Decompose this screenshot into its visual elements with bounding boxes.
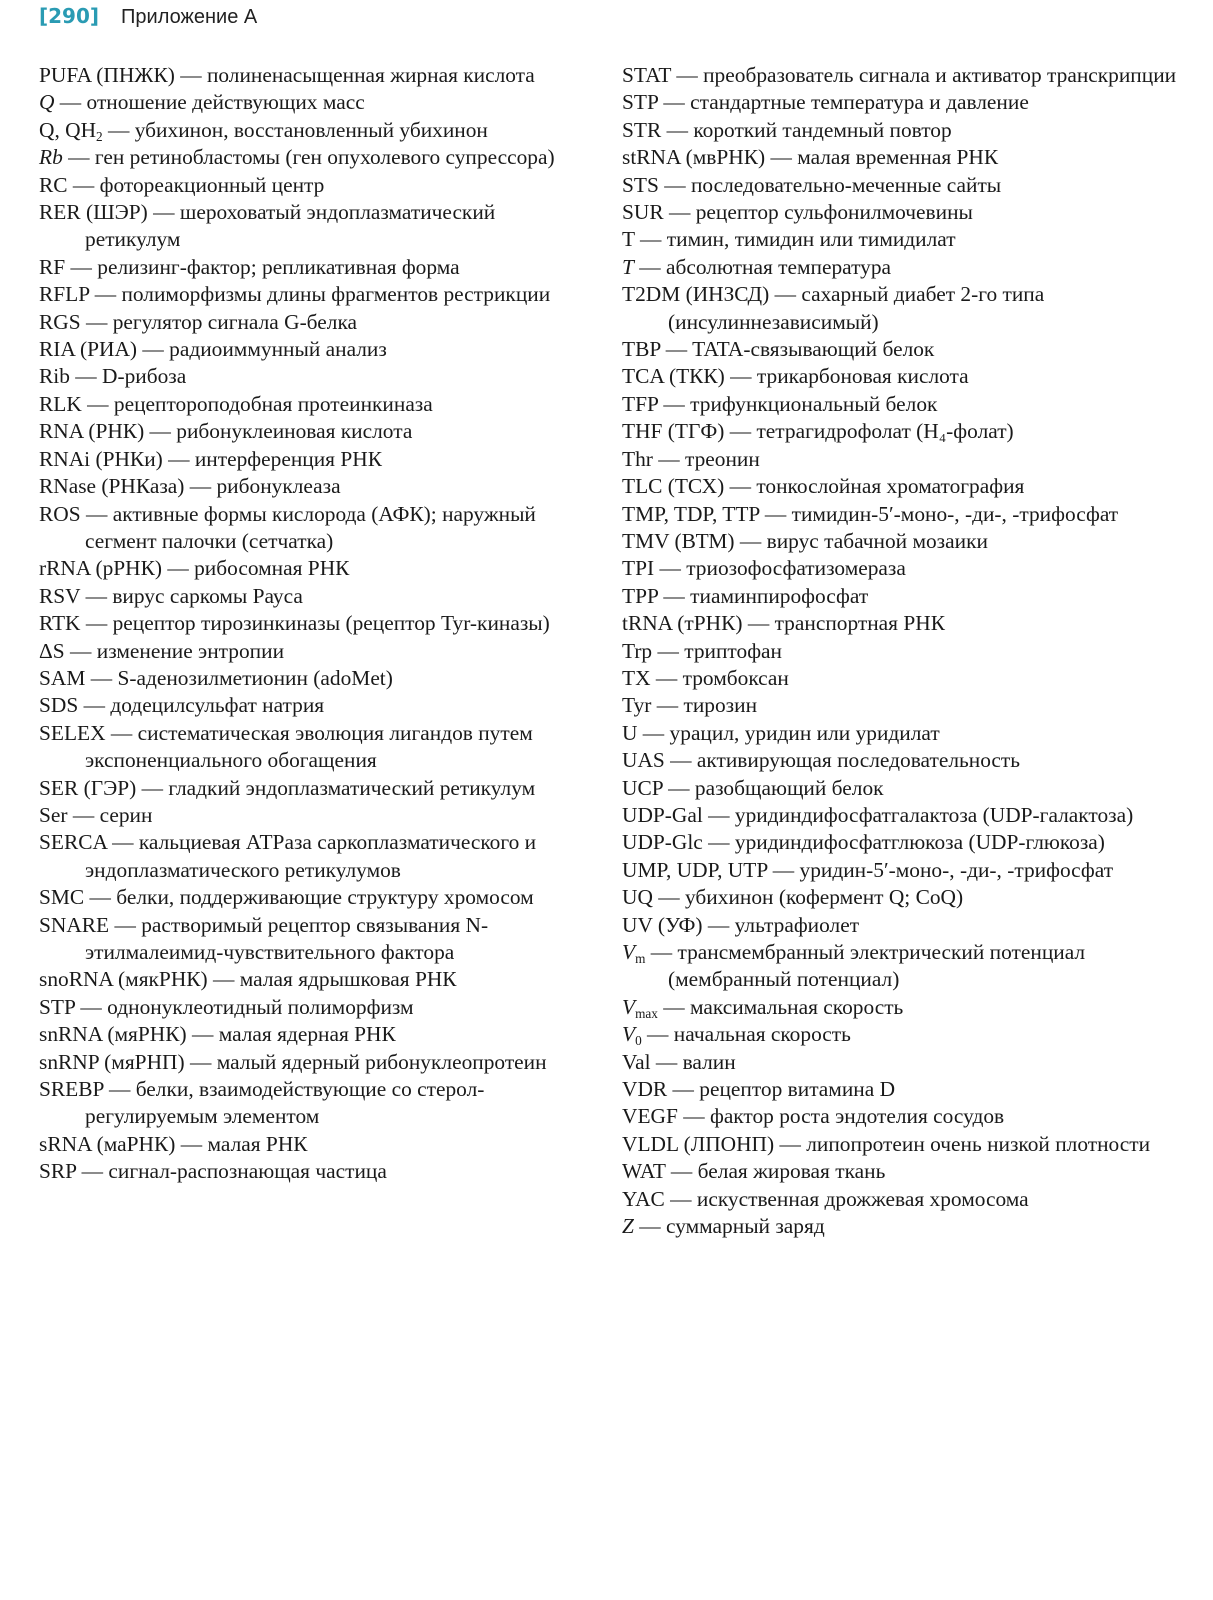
abbreviation-entry: WAT — белая жировая ткань — [622, 1159, 886, 1184]
abbreviation-definition: ген ретинобластомы (ген опухолевого супрессора) — [94, 145, 555, 170]
abbreviation-definition: тимидин-5′-моно-, -ди-, -трифосфат — [791, 501, 1119, 526]
abbreviation-subscript: m — [635, 950, 646, 966]
abbreviation-definition: рибонуклеиновая кислота — [176, 419, 413, 444]
abbreviation-entry: RF — релизинг-фактор; репликативная форма — [39, 254, 460, 279]
abbreviation-entry: TMP, TDP, TTP — тимидин-5′-моно-, -ди-, -трифосфат — [622, 501, 1119, 526]
abbreviation-entry: SDS — додецилсульфат натрия — [39, 693, 325, 718]
abbreviation-term: TCA (ТКК) — [622, 364, 725, 389]
abbreviation-definition: начальная скорость — [673, 1022, 851, 1047]
abbreviation-definition: рецептор сульфонилмочевины — [695, 200, 973, 225]
abbreviation-term: SAM — [39, 665, 86, 690]
abbreviation-term: TBP — [622, 337, 661, 362]
abbreviation-entry: UQ — убихинон (кофермент Q; CoQ) — [622, 885, 964, 910]
abbreviation-term: UDP-Glc — [622, 830, 703, 855]
abbreviation-entry: Rb — ген ретинобластомы (ген опухолевого супрессора) — [39, 145, 555, 170]
abbreviation-entry: VLDL (ЛПОНП) — липопротеин очень низкой плотности — [622, 1131, 1151, 1156]
abbreviation-term: V — [622, 994, 636, 1019]
abbreviation-entry: Tyr — тирозин — [622, 693, 758, 718]
abbreviation-term: WAT — [622, 1159, 666, 1184]
abbreviation-entry: Trp — триптофан — [622, 638, 782, 663]
abbreviation-definition: регулятор сигнала G-белка — [112, 309, 358, 334]
abbreviation-entry: UMP, UDP, UTP — уридин-5′-моно-, -ди-, -трифосфат — [622, 857, 1114, 882]
abbreviation-term: sRNA (маРНК) — [39, 1131, 176, 1156]
abbreviation-term: STP — [39, 994, 76, 1019]
abbreviation-definition: белая жировая ткань — [697, 1159, 886, 1184]
abbreviation-entry: TFP — трифункциональный белок — [622, 391, 938, 416]
abbreviation-entry: RNAi (РНКи) — интерференция РНК — [39, 446, 382, 471]
abbreviation-entry: SNARE — растворимый рецептор связывания N-этилмалеимид-чувствительного фактора — [39, 912, 489, 964]
abbreviation-definition: систематическая эволюция лигандов путем экспоненциального обогащения — [85, 720, 533, 773]
abbreviation-term: T — [622, 254, 634, 279]
abbreviation-term: RC — [39, 172, 68, 197]
abbreviation-entry: RFLP — полиморфизмы длины фрагментов рестрикции — [39, 282, 551, 307]
abbreviation-definition: интерференция РНК — [194, 446, 382, 471]
abbreviation-entry: snRNP (мяРНП) — малый ядерный рибонуклеопротеин — [39, 1049, 547, 1074]
abbreviation-definition: малый ядерный рибонуклеопротеин — [216, 1049, 547, 1074]
abbreviation-term: UMP, UDP, UTP — [622, 857, 768, 882]
abbreviation-definition: транспортная РНК — [774, 611, 945, 636]
abbreviation-entry: T2DM (ИНЗСД) — сахарный диабет 2-го типа (инсулиннезависимый) — [622, 282, 1045, 334]
abbreviation-entry: UCP — разобщающий белок — [622, 775, 884, 800]
abbreviation-definition: шероховатый эндоплазматический ретикулум — [85, 200, 496, 252]
abbreviation-definition: малая ядрышковая РНК — [239, 967, 457, 992]
abbreviation-entry: ΔS — изменение энтропии — [39, 638, 285, 663]
abbreviation-term: ROS — [39, 501, 81, 526]
abbreviation-definition: малая ядерная РНК — [218, 1022, 396, 1047]
abbreviation-entry: UAS — активирующая последовательность — [622, 748, 1021, 773]
abbreviation-definition: D-рибоза — [102, 364, 187, 389]
abbreviation-term: snRNA (мяРНК) — [39, 1022, 187, 1047]
abbreviation-entry: $V_m$ — трансмембранный электрический потенциал (мембранный потенциал) — [622, 940, 1086, 992]
abbreviation-entry: RER (ШЭР) — шероховатый эндоплазматический ретикулум — [39, 200, 496, 252]
abbreviation-definition: фактор роста эндотелия сосудов — [709, 1104, 1005, 1129]
abbreviation-term: tRNA (тРНК) — [622, 611, 743, 636]
abbreviation-entry: RGS — регулятор сигнала G-белка — [39, 309, 358, 334]
abbreviation-term: RIA (РИА) — [39, 337, 138, 362]
abbreviation-definition: радиоиммунный анализ — [169, 337, 387, 362]
page-number: [290] — [39, 4, 100, 28]
abbreviation-definition: трикарбоновая кислота — [756, 364, 969, 389]
abbreviation-entry: TLC (ТСХ) — тонкослойная хроматография — [622, 474, 1025, 499]
abbreviation-term: U — [622, 720, 638, 745]
abbreviation-term: Z — [622, 1214, 634, 1239]
abbreviation-entry: Rib — D-рибоза — [39, 364, 187, 389]
abbreviation-subscript: 2 — [96, 128, 103, 144]
abbreviation-entry: ROS — активные формы кислорода (АФК); наружный сегмент палочки (сетчатка) — [39, 501, 536, 553]
abbreviation-term: SRP — [39, 1159, 77, 1184]
section-title: Приложение А — [121, 6, 258, 28]
abbreviation-entry: STP — однонуклеотидный полиморфизм — [39, 994, 414, 1019]
abbreviation-definition: разобщающий белок — [694, 775, 884, 800]
abbreviation-definition: тимин, тимидин или тимидилат — [666, 227, 956, 252]
abbreviation-entry: Thr — треонин — [622, 446, 760, 471]
abbreviation-term: UAS — [622, 748, 665, 773]
abbreviation-term: snRNP (мяРНП) — [39, 1049, 185, 1074]
abbreviation-definition: релизинг-фактор; репликативная форма — [97, 254, 460, 279]
abbreviation-definition: активирующая последовательность — [696, 748, 1021, 773]
abbreviation-term: VLDL (ЛПОНП) — [622, 1131, 775, 1156]
abbreviation-definition: рецептор витамина D — [699, 1077, 896, 1102]
abbreviation-term: Q, QH — [39, 117, 97, 142]
abbreviation-column-left — [39, 62, 584, 1186]
abbreviation-definition: преобразователь сигнала и активатор транскрипции — [703, 63, 1177, 87]
abbreviation-term: stRNA (мвРНК) — [622, 145, 766, 170]
abbreviation-definition: S-аденозилметионин (adoMet) — [117, 665, 393, 690]
abbreviation-definition: валин — [682, 1049, 736, 1074]
abbreviation-definition: уридин-5′-моно-, -ди-, -трифосфат — [799, 857, 1114, 882]
abbreviation-term: Rb — [39, 145, 63, 170]
abbreviation-definition: тирозин — [683, 693, 758, 718]
abbreviation-term: Val — [622, 1049, 651, 1074]
abbreviation-entry: UDP-Glc — уридиндифосфатглюкоза (UDP-глюкоза) — [622, 830, 1105, 855]
abbreviation-term: TMP, TDP, TTP — [622, 501, 760, 526]
abbreviation-term: SNARE — [39, 912, 110, 937]
abbreviation-definition: триозофосфатизомераза — [686, 556, 906, 581]
abbreviation-definition: тонкослойная хроматография — [756, 474, 1025, 499]
abbreviation-term: SER (ГЭР) — [39, 775, 137, 800]
abbreviation-term: Ser — [39, 802, 68, 827]
abbreviation-definition: отношение действующих масс — [86, 90, 365, 115]
abbreviation-entry: tRNA (тРНК) — транспортная РНК — [622, 611, 945, 636]
abbreviation-definition: кальциевая АТРаза саркоплазматического и эндоплазматического ретикулумов — [85, 830, 537, 882]
abbreviation-entry: Q — отношение действующих масс — [39, 90, 365, 115]
abbreviation-definition: липопротеин очень низкой плотности — [806, 1131, 1151, 1156]
abbreviation-term: SMC — [39, 885, 85, 910]
abbreviation-definition: изменение энтропии — [96, 638, 285, 663]
abbreviation-term: SREBP — [39, 1077, 104, 1102]
abbreviation-entry: RSV — вирус саркомы Рауса — [39, 583, 303, 608]
abbreviation-entry: rRNA (рРНК) — рибосомная РНК — [39, 556, 350, 581]
abbreviation-entry: STP — стандартные температура и давление — [622, 90, 1029, 115]
abbreviation-term: PUFA (ПНЖК) — [39, 63, 175, 87]
abbreviation-definition: сахарный диабет 2-го типа (инсулиннезависимый) — [668, 282, 1045, 334]
abbreviation-term: T2DM (ИНЗСД) — [622, 282, 770, 307]
abbreviation-term: T — [622, 227, 635, 252]
abbreviation-term: STS — [622, 172, 659, 197]
abbreviation-entry: Ser — серин — [39, 802, 153, 827]
abbreviation-term: ΔS — [39, 638, 65, 663]
abbreviation-entry: TPI — триозофосфатизомераза — [622, 556, 906, 581]
abbreviation-definition: белки, взаимодействующие со стерол-регулируемым элементом — [85, 1077, 485, 1129]
abbreviation-term: TMV (ВТМ) — [622, 528, 735, 553]
abbreviation-term: VDR — [622, 1077, 668, 1102]
abbreviation-entry: SREBP — белки, взаимодействующие со стерол-регулируемым элементом — [39, 1077, 485, 1129]
abbreviation-definition: стандартные температура и давление — [690, 90, 1029, 115]
abbreviation-definition: активные формы кислорода (АФК); наружный сегмент палочки (сетчатка) — [85, 501, 536, 553]
abbreviation-entry: $V_0$ — начальная скорость — [622, 1022, 851, 1049]
abbreviation-entry: SMC — белки, поддерживающие структуру хромосом — [39, 885, 534, 910]
abbreviation-definition: урацил, уридин или уридилат — [669, 720, 940, 745]
abbreviation-entry: RTK — рецептор тирозинкиназы (рецептор Tyr-киназы) — [39, 611, 550, 636]
abbreviation-definition: фотореакционный центр — [99, 172, 325, 197]
abbreviation-definition: суммарный заряд — [666, 1214, 825, 1239]
abbreviation-entry: STS — последовательно-меченные сайты — [622, 172, 1002, 197]
abbreviation-entry: RIA (РИА) — радиоиммунный анализ — [39, 337, 387, 362]
abbreviation-definition: последовательно-меченные сайты — [690, 172, 1002, 197]
abbreviation-definition: сигнал-распознающая частица — [108, 1159, 387, 1184]
abbreviation-entry: TPP — тиаминпирофосфат — [622, 583, 869, 608]
abbreviation-term: VEGF — [622, 1104, 678, 1129]
abbreviation-entry: THF (ТГФ) — тетрагидрофолат (H₄-фолат) — [622, 419, 1014, 444]
abbreviation-definition: искуственная дрожжевая хромосома — [696, 1186, 1029, 1211]
abbreviation-term: Trp — [622, 638, 653, 663]
abbreviation-term: STAT — [622, 63, 672, 87]
abbreviation-entry: RC — фотореакционный центр — [39, 172, 325, 197]
abbreviation-definition: тромбоксан — [682, 665, 789, 690]
abbreviation-term: RLK — [39, 391, 82, 416]
abbreviation-entry: TBP — TATA-связывающий белок — [622, 337, 935, 362]
abbreviation-definition: TATA-связывающий белок — [692, 337, 935, 362]
abbreviation-definition: однонуклеотидный полиморфизм — [107, 994, 414, 1019]
abbreviation-definition: рибонуклеаза — [216, 474, 341, 499]
abbreviation-term: RNase (РНКаза) — [39, 474, 185, 499]
abbreviation-definition: рибосомная РНК — [194, 556, 350, 581]
abbreviation-entry: snoRNA (мякРНК) — малая ядрышковая РНК — [39, 967, 457, 992]
abbreviation-term: THF (ТГФ) — [622, 419, 725, 444]
abbreviation-definition: трансмембранный электрический потенциал (мембранный потенциал) — [668, 940, 1086, 992]
abbreviation-entry: U — урацил, уридин или уридилат — [622, 720, 940, 745]
abbreviation-entry: RNase (РНКаза) — рибонуклеаза — [39, 474, 341, 499]
abbreviation-term: rRNA (рРНК) — [39, 556, 163, 581]
abbreviation-definition: рецептор тирозинкиназы (рецептор Tyr-киназы) — [112, 611, 550, 636]
abbreviation-entry: SELEX — систематическая эволюция лигандов путем экспоненциального обогащения — [39, 720, 533, 773]
abbreviation-entry: T — абсолютная температура — [622, 254, 892, 279]
abbreviation-term: STP — [622, 90, 659, 115]
abbreviation-entry: SUR — рецептор сульфонилмочевины — [622, 200, 973, 225]
abbreviation-term: RER (ШЭР) — [39, 200, 148, 225]
abbreviation-term: TX — [622, 665, 651, 690]
abbreviation-term: RFLP — [39, 282, 90, 307]
abbreviation-term: V — [622, 940, 636, 964]
abbreviation-entry: Val — валин — [622, 1049, 736, 1074]
abbreviation-definition: белки, поддерживающие структуру хромосом — [116, 885, 534, 910]
abbreviation-entry: RLK — рецептороподобная протеинкиназа — [39, 391, 433, 416]
abbreviation-subscript: max — [635, 1005, 658, 1021]
abbreviation-definition: малая РНК — [207, 1131, 308, 1156]
abbreviation-definition: абсолютная температура — [666, 254, 892, 279]
abbreviation-term: TLC (ТСХ) — [622, 474, 725, 499]
abbreviation-entry: SAM — S-аденозилметионин (adoMet) — [39, 665, 393, 690]
abbreviation-term: UV (УФ) — [622, 912, 703, 937]
abbreviation-definition: триптофан — [684, 638, 782, 663]
abbreviation-term: TFP — [622, 391, 659, 416]
abbreviation-entry: STR — короткий тандемный повтор — [622, 117, 952, 142]
abbreviation-definition: тиаминпирофосфат — [690, 583, 869, 608]
abbreviation-subscript: 0 — [635, 1033, 642, 1049]
abbreviation-entry: $V_{max}$ — максимальная скорость — [622, 994, 904, 1021]
abbreviation-entry: TCA (ТКК) — трикарбоновая кислота — [622, 364, 969, 389]
abbreviation-definition: полиморфизмы длины фрагментов рестрикции — [121, 282, 551, 307]
abbreviation-term: RNA (РНК) — [39, 419, 145, 444]
abbreviation-term: RF — [39, 254, 66, 279]
abbreviation-term: RNAi (РНКи) — [39, 446, 163, 471]
abbreviation-definition: вирус табачной мозаики — [766, 528, 988, 553]
abbreviation-definition: убихинон, восстановленный убихинон — [134, 117, 488, 142]
abbreviation-term: SUR — [622, 200, 664, 225]
abbreviation-term: UCP — [622, 775, 663, 800]
abbreviation-entry: PUFA (ПНЖК) — полиненасыщенная жирная кислота — [39, 63, 535, 87]
abbreviation-term: UDP-Gal — [622, 802, 703, 827]
abbreviation-term: TPP — [622, 583, 659, 608]
abbreviation-entry: UV (УФ) — ультрафиолет — [622, 912, 860, 937]
abbreviation-entry: sRNA (маРНК) — малая РНК — [39, 1131, 308, 1156]
abbreviation-definition: вирус саркомы Рауса — [112, 583, 303, 608]
abbreviation-term: Thr — [622, 446, 653, 471]
abbreviation-entry: YAC — искуственная дрожжевая хромосома — [622, 1186, 1029, 1211]
abbreviation-definition: уридиндифосфатглюкоза (UDP-глюкоза) — [734, 830, 1105, 855]
abbreviation-term: YAC — [622, 1186, 665, 1211]
abbreviation-definition: уридиндифосфатгалактоза (UDP-галактоза) — [734, 802, 1134, 827]
abbreviation-term: RGS — [39, 309, 81, 334]
abbreviation-entry: SERCA — кальциевая АТРаза саркоплазматического и эндоплазматического ретикулумов — [39, 830, 537, 882]
abbreviation-definition: максимальная скорость — [689, 994, 904, 1019]
abbreviation-entry: RNA (РНК) — рибонуклеиновая кислота — [39, 419, 413, 444]
abbreviation-definition: гладкий эндоплазматический ретикулум — [168, 775, 536, 800]
abbreviation-entry: Q, $QH_2$ — убихинон, восстановленный убихинон — [39, 117, 488, 144]
abbreviation-entry: SRP — сигнал-распознающая частица — [39, 1159, 387, 1184]
abbreviation-term: RTK — [39, 611, 81, 636]
running-head — [39, 4, 257, 34]
abbreviation-term: SERCA — [39, 830, 107, 855]
abbreviation-definition: тетрагидрофолат (H₄-фолат) — [756, 419, 1014, 444]
abbreviation-entry: TX — тромбоксан — [622, 665, 789, 690]
abbreviation-definition: додецилсульфат натрия — [110, 693, 325, 718]
abbreviation-term: SDS — [39, 693, 79, 718]
abbreviation-term: Q — [39, 90, 55, 115]
abbreviation-definition: трифункциональный белок — [690, 391, 938, 416]
abbreviation-term: V — [622, 1022, 636, 1047]
abbreviation-entry: stRNA (мвРНК) — малая временная РНК — [622, 145, 999, 170]
abbreviation-column-right — [622, 62, 1177, 1240]
abbreviation-definition: рецептороподобная протеинкиназа — [113, 391, 433, 416]
abbreviation-definition: малая временная РНК — [797, 145, 999, 170]
abbreviation-entry: VDR — рецептор витамина D — [622, 1077, 896, 1102]
abbreviation-entry: UDP-Gal — уридиндифосфатгалактоза (UDP-галактоза) — [622, 802, 1134, 827]
abbreviation-term: snoRNA (мякРНК) — [39, 967, 208, 992]
abbreviation-term: Rib — [39, 364, 70, 389]
abbreviation-entry: VEGF — фактор роста эндотелия сосудов — [622, 1104, 1005, 1129]
abbreviation-entry: Z — суммарный заряд — [622, 1214, 825, 1239]
abbreviation-term: UQ — [622, 885, 653, 910]
abbreviation-term: RSV — [39, 583, 81, 608]
abbreviation-definition: треонин — [684, 446, 760, 471]
abbreviation-definition: убихинон (кофермент Q; CoQ) — [685, 885, 964, 910]
abbreviation-term: Tyr — [622, 693, 652, 718]
abbreviation-definition: ультрафиолет — [734, 912, 860, 937]
abbreviation-entry: T — тимин, тимидин или тимидилат — [622, 227, 956, 252]
abbreviation-entry: snRNA (мяРНК) — малая ядерная РНК — [39, 1022, 396, 1047]
abbreviation-term: TPI — [622, 556, 655, 581]
abbreviation-entry: TMV (ВТМ) — вирус табачной мозаики — [622, 528, 988, 553]
abbreviation-entry: SER (ГЭР) — гладкий эндоплазматический ретикулум — [39, 775, 536, 800]
abbreviation-term: STR — [622, 117, 662, 142]
abbreviation-definition: серин — [99, 802, 153, 827]
abbreviation-term: SELEX — [39, 720, 106, 745]
abbreviation-definition: короткий тандемный повтор — [693, 117, 952, 142]
abbreviation-definition: растворимый рецептор связывания N-этилмалеимид-чувствительного фактора — [85, 912, 489, 964]
abbreviation-entry: STAT — преобразователь сигнала и активатор транскрипции — [622, 63, 1177, 87]
abbreviation-definition: полиненасыщенная жирная кислота — [206, 63, 535, 87]
